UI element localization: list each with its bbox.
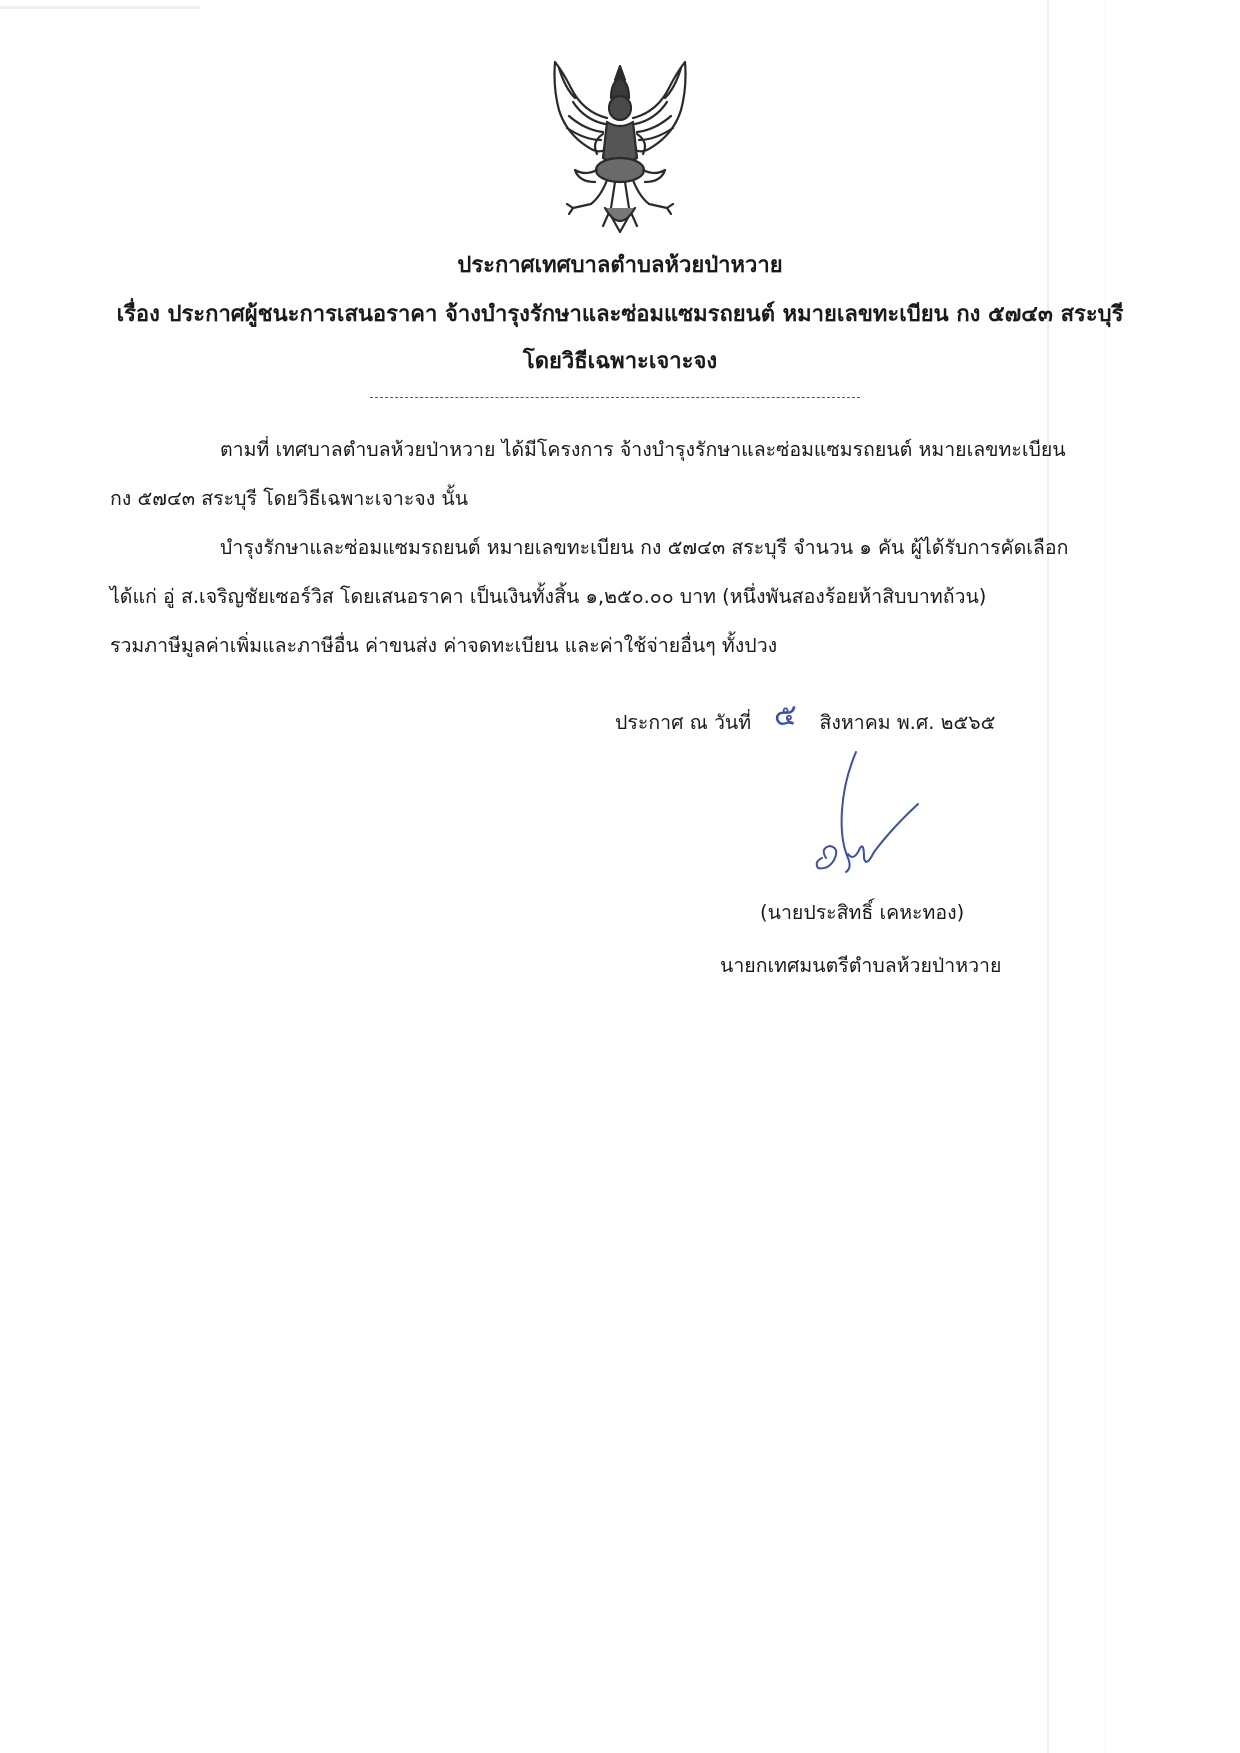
document-subject: เรื่อง ประกาศผู้ชนะการเสนอราคา จ้างบำรุงรักษาและซ่อมแซมรถยนต์ หมายเลขทะเบียน กง ๕๗๔๓ สระบุรี (116, 302, 1124, 327)
procurement-method: โดยวิธีเฉพาะเจาะจง (522, 349, 718, 374)
garuda-emblem-icon (545, 58, 695, 238)
body-line: รวมภาษีมูลค่าเพิ่มและภาษีอื่น ค่าขนส่ง ค่าจดทะเบียน และค่าใช้จ่ายอื่นๆ ทั้งปวง (110, 634, 778, 657)
date-prefix: ประกาศ ณ วันที่ (615, 711, 752, 734)
body-line: บำรุงรักษาและซ่อมแซมรถยนต์ หมายเลขทะเบียน กง ๕๗๔๓ สระบุรี จำนวน ๑ คัน ผู้ได้รับการคัดเลือก (220, 536, 1069, 559)
body-line: ตามที่ เทศบาลตำบลห้วยป่าหวาย ได้มีโครงการ จ้างบำรุงรักษาและซ่อมแซมรถยนต์ หมายเลขทะเบียน (220, 438, 1066, 461)
announcement-date (615, 700, 995, 740)
handwritten-signature (790, 750, 940, 900)
scan-artifact-line (0, 6, 200, 9)
document-title: ประกาศเทศบาลตำบลห้วยป่าหวาย (457, 253, 783, 278)
date-month-year: สิงหาคม พ.ศ. ๒๕๖๕ (819, 711, 996, 734)
handwritten-day: ๕ (773, 698, 797, 733)
body-paragraph-2 (110, 523, 1120, 670)
body-line: ได้แก่ อู่ ส.เจริญชัยเซอร์วิส โดยเสนอราคา เป็นเงินทั้งสิ้น ๑,๒๕๐.๐๐ บาท (หนึ่งพันสองร้อยห้าสิบบาทถ้วน) (110, 585, 987, 608)
title-separator (370, 397, 860, 398)
signer-name: (นายประสิทธิ์ เคหะทอง) (760, 901, 965, 924)
signer-title: นายกเทศมนตรีตำบลห้วยป่าหวาย (720, 954, 1002, 977)
body-paragraph-1 (110, 425, 1120, 523)
body-line: กง ๕๗๔๓ สระบุรี โดยวิธีเฉพาะเจาะจง นั้น (110, 487, 469, 510)
